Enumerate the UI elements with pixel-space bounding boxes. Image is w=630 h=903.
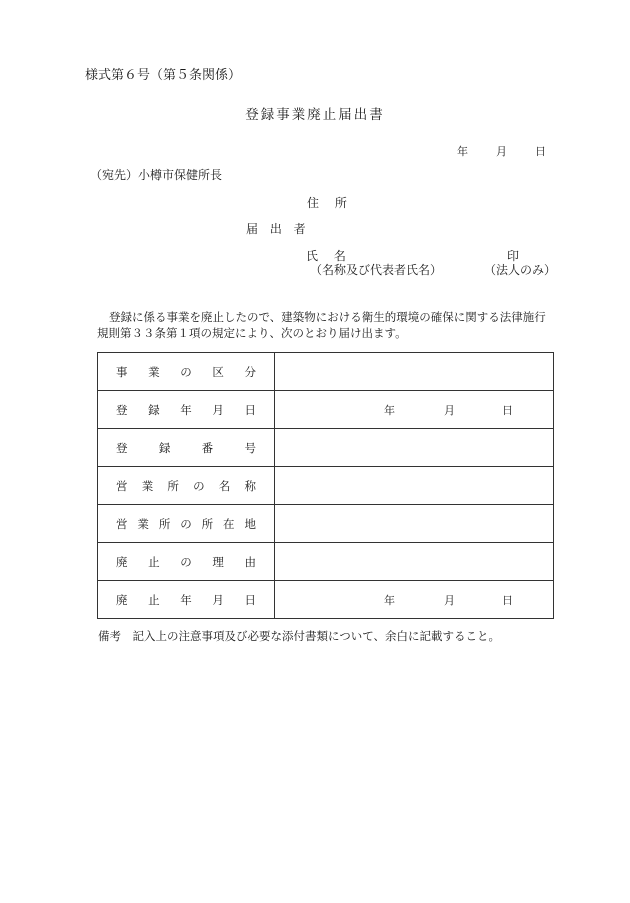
- declaration-line-2: 規則第３３条第１項の規定により、次のとおり届け出ます。: [97, 326, 407, 340]
- entry-field[interactable]: [275, 543, 554, 581]
- submission-date: [457, 143, 546, 159]
- remarks-note: 備考 記入上の注意事項及び必要な添付書類について、余白に記載すること。: [98, 629, 501, 643]
- row-label-text: [98, 592, 274, 608]
- address-label: 住 所: [307, 196, 353, 210]
- row-label: [98, 543, 275, 581]
- label-char: の: [180, 516, 192, 531]
- label-char: 月: [212, 592, 224, 607]
- row-label-text: [98, 364, 274, 380]
- label-char: 止: [148, 554, 160, 569]
- label-char: 日: [244, 402, 256, 417]
- label-char: 由: [244, 554, 256, 569]
- label-char: 所: [158, 516, 171, 531]
- label-char: の: [193, 478, 205, 493]
- date-year-label: 年: [457, 145, 468, 158]
- label-char: 区: [212, 364, 224, 379]
- row-label: [98, 429, 275, 467]
- label-char: 事: [116, 364, 128, 379]
- label-char: 営: [116, 478, 128, 493]
- declaration-line-1: 登録に係る事業を廃止したので、建築物における衛生的環境の確保に関する法律施行: [109, 310, 546, 324]
- entry-field[interactable]: [275, 353, 554, 391]
- row-label-text: [98, 402, 274, 418]
- label-char: 地: [244, 516, 256, 531]
- entry-field[interactable]: [275, 505, 554, 543]
- table-row: [98, 429, 554, 467]
- label-char: 在: [223, 516, 235, 531]
- label-char: 営: [116, 516, 128, 531]
- date-unit-month: 月: [444, 593, 455, 607]
- label-char: 年: [180, 592, 192, 607]
- label-char: 理: [212, 554, 224, 569]
- label-char: の: [180, 364, 192, 379]
- table-row: [98, 543, 554, 581]
- seal-note: （法人のみ）: [484, 263, 557, 277]
- addressee: （宛先）小樽市保健所長: [90, 168, 223, 182]
- row-label-text: [98, 478, 274, 494]
- label-char: 録: [148, 402, 160, 417]
- notifier-label: 届 出 者: [246, 222, 310, 236]
- row-label: [98, 581, 275, 619]
- date-field[interactable]: [275, 391, 554, 429]
- date-field[interactable]: [275, 581, 554, 619]
- label-char: 業: [137, 516, 149, 531]
- name-label: 氏 名: [306, 249, 352, 263]
- form-number: 様式第６号（第５条関係）: [85, 68, 242, 83]
- date-day-label: 日: [535, 145, 546, 158]
- row-label: [98, 391, 275, 429]
- label-char: 録: [158, 440, 171, 455]
- table-row: [98, 505, 554, 543]
- table-row: [98, 391, 554, 429]
- label-char: 業: [148, 364, 160, 379]
- label-char: 登: [116, 440, 128, 455]
- label-char: 廃: [116, 592, 128, 607]
- date-unit-month: 月: [444, 403, 455, 417]
- row-label-text: [98, 554, 274, 570]
- registration-table: [97, 352, 554, 619]
- label-char: 業: [141, 478, 154, 493]
- row-label-text: [98, 516, 274, 532]
- row-label: [98, 505, 275, 543]
- entry-field[interactable]: [275, 429, 554, 467]
- row-label-text: [98, 440, 274, 456]
- label-char: 号: [244, 440, 256, 455]
- label-char: 月: [212, 402, 224, 417]
- label-char: 年: [180, 402, 192, 417]
- declaration-text: [97, 309, 553, 341]
- label-char: 所: [167, 478, 179, 493]
- label-char: 所: [201, 516, 214, 531]
- date-unit-day: 日: [502, 403, 513, 417]
- label-char: 分: [244, 364, 256, 379]
- date-month-label: 月: [496, 145, 507, 158]
- table-row: [98, 353, 554, 391]
- date-unit-year: 年: [384, 593, 395, 607]
- table-row: [98, 581, 554, 619]
- name-note: （名称及び代表者氏名）: [310, 263, 443, 277]
- label-char: の: [180, 554, 192, 569]
- label-char: 登: [116, 402, 128, 417]
- label-char: 名: [218, 478, 231, 493]
- label-char: 番: [201, 440, 214, 455]
- row-label: [98, 467, 275, 505]
- label-char: 日: [244, 592, 256, 607]
- date-unit-year: 年: [384, 403, 395, 417]
- table-row: [98, 467, 554, 505]
- label-char: 廃: [116, 554, 128, 569]
- entry-field[interactable]: [275, 467, 554, 505]
- document-title: 登録事業廃止届出書: [245, 107, 385, 123]
- seal-label: 印: [507, 249, 520, 263]
- row-label: [98, 353, 275, 391]
- label-char: 称: [244, 478, 256, 493]
- label-char: 止: [148, 592, 160, 607]
- date-unit-day: 日: [502, 593, 513, 607]
